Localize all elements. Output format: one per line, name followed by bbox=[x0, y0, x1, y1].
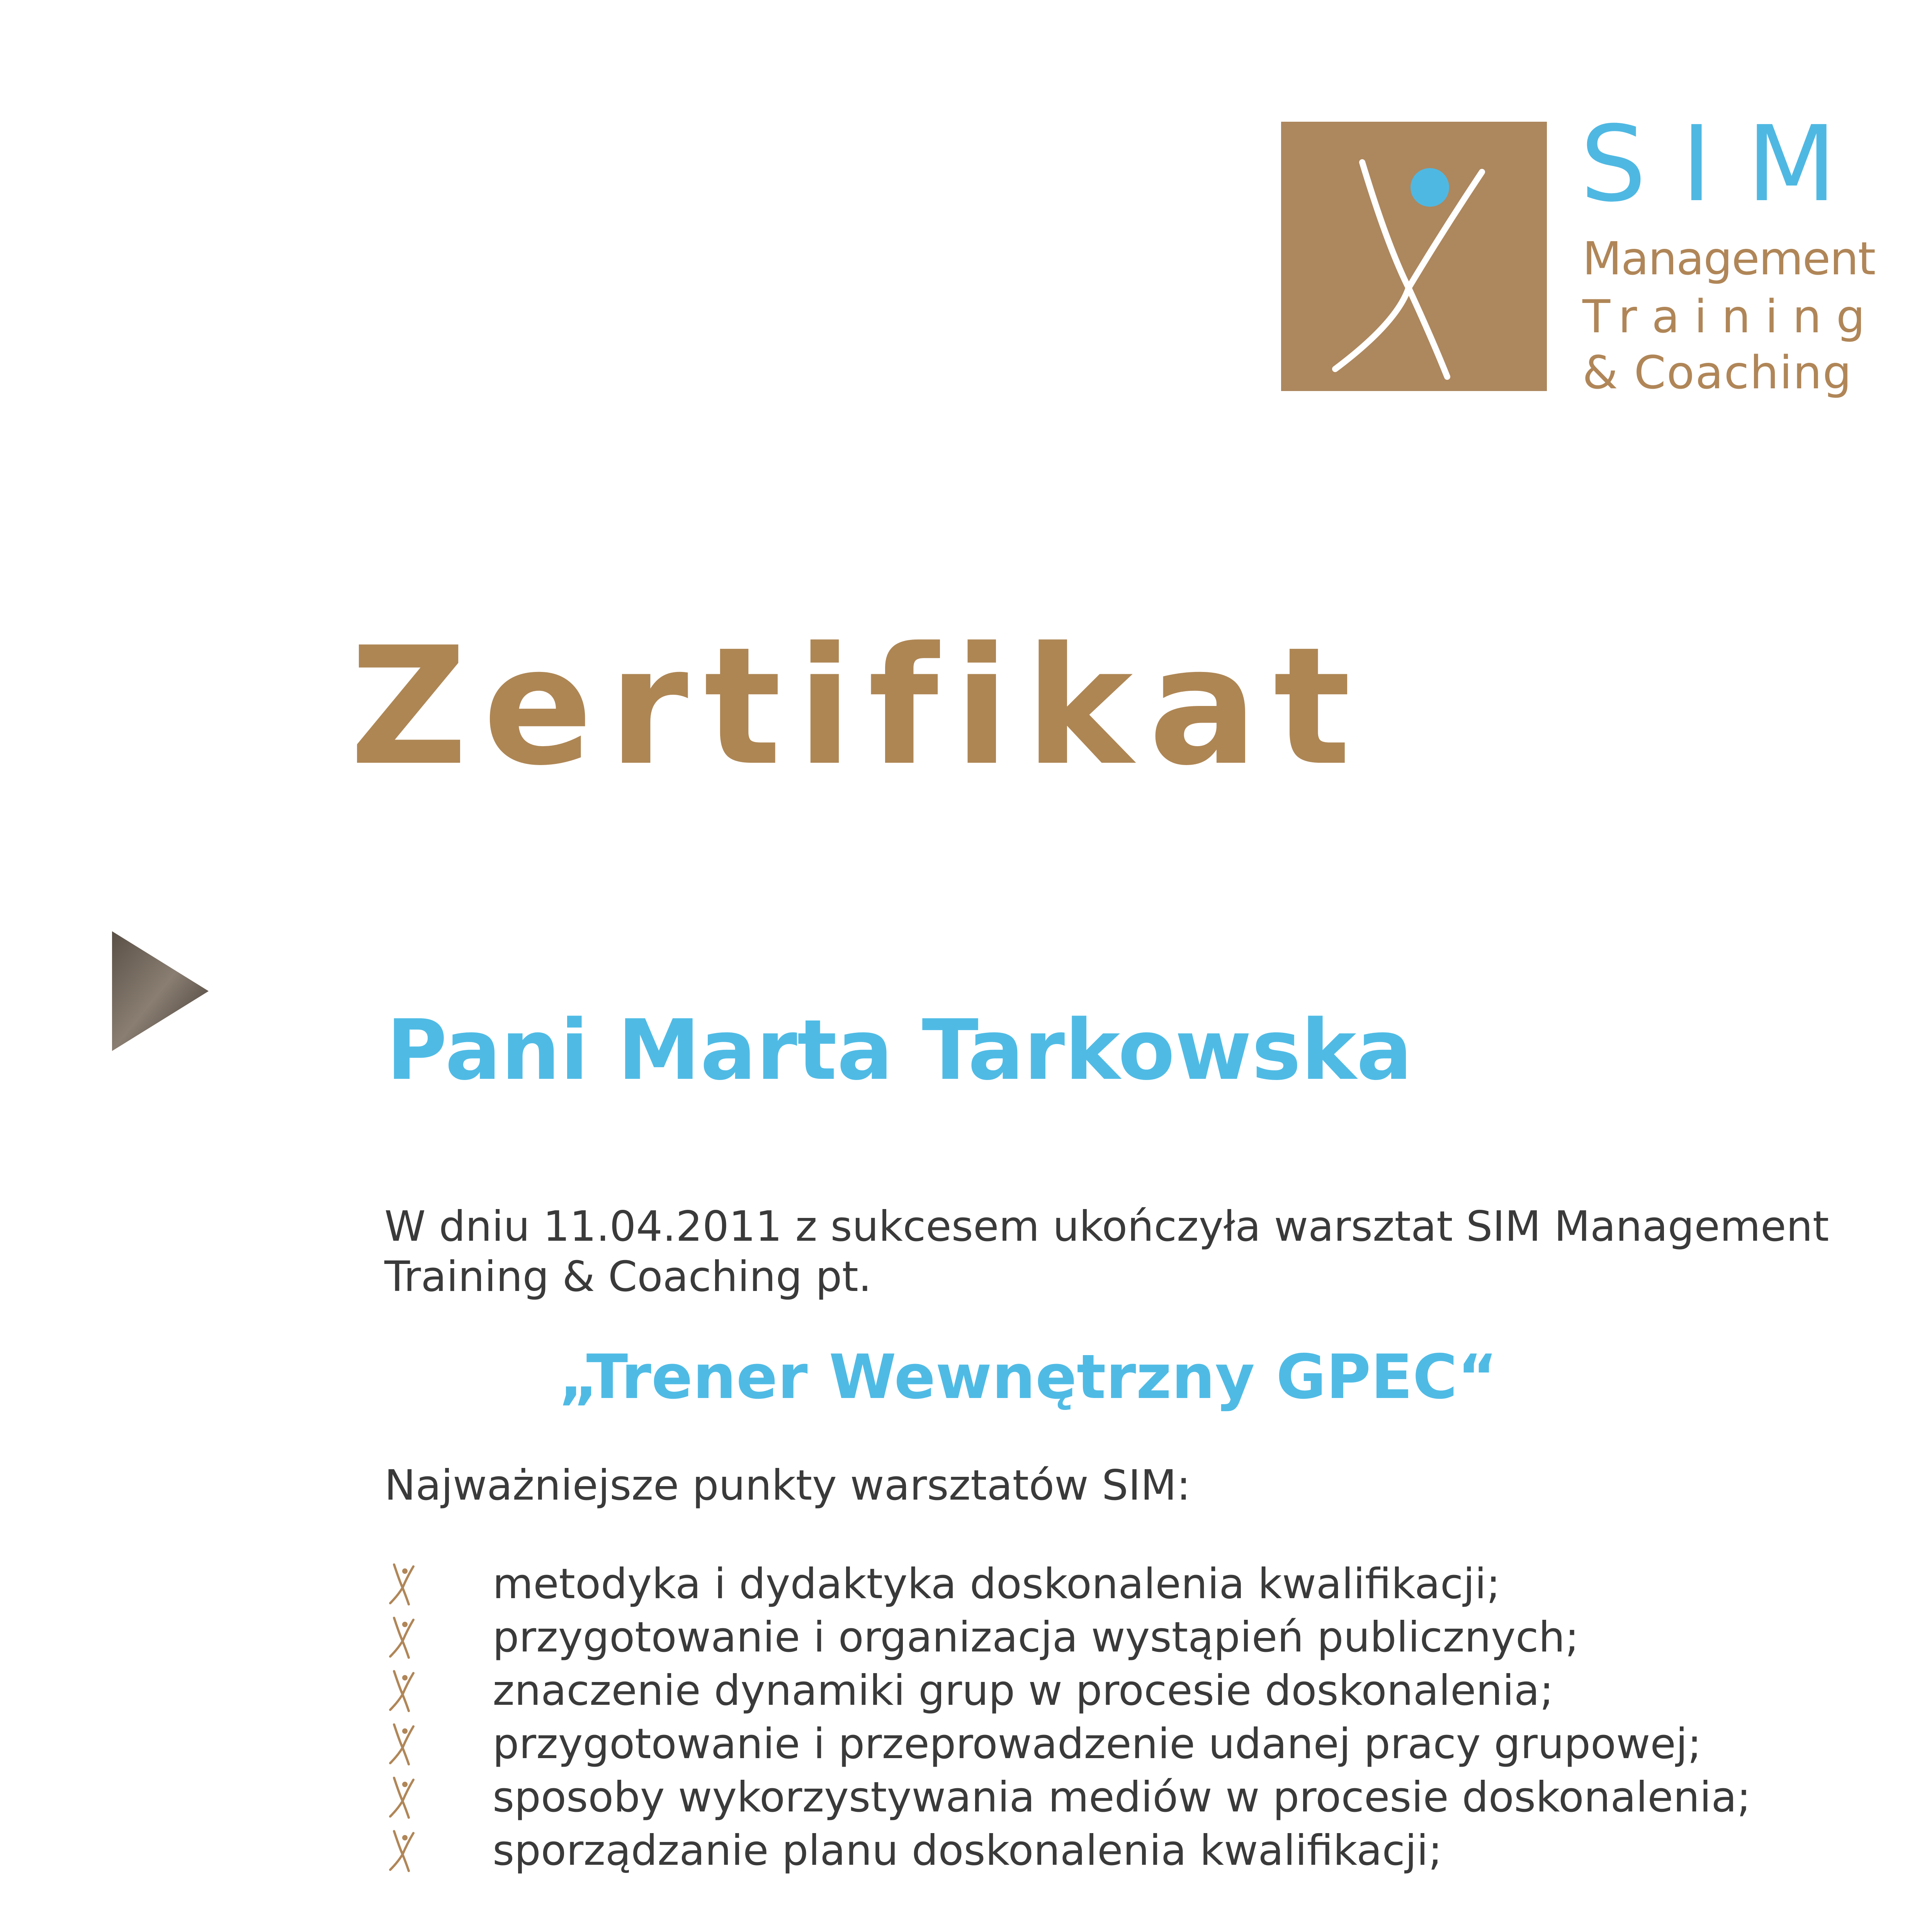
point-text: znaczenie dynamiki grup w procesie doskonalenia; bbox=[493, 1666, 1554, 1715]
triangle-marker-icon bbox=[112, 931, 209, 1051]
list-item bbox=[382, 1611, 1751, 1664]
intro-line-2: Training & Coaching pt. bbox=[384, 1253, 872, 1301]
bullet-figure-icon bbox=[382, 1665, 421, 1716]
recipient-name: Pani Marta Tarkowska bbox=[386, 1002, 1412, 1099]
list-item bbox=[382, 1770, 1751, 1824]
workshop-title bbox=[0, 1342, 1917, 1413]
list-item bbox=[382, 1557, 1751, 1611]
points-heading: Najważniejsze punkty warsztatów SIM: bbox=[384, 1461, 1191, 1510]
bullet-figure-icon bbox=[382, 1612, 421, 1662]
bullet-figure-icon bbox=[382, 1772, 421, 1822]
logo-figure-icon bbox=[1281, 122, 1547, 391]
list-item bbox=[382, 1824, 1751, 1877]
point-text: przygotowanie i organizacja wystąpień publicznych; bbox=[493, 1613, 1579, 1662]
bullet-figure-icon bbox=[382, 1559, 421, 1609]
logo-line-management: Management bbox=[1582, 232, 1875, 285]
intro-line-1: W dniu 11.04.2011 z sukcesem ukończyła warsztat SIM Management bbox=[384, 1202, 1829, 1251]
point-text: metodyka i dydaktyka doskonalenia kwalifikacji; bbox=[493, 1560, 1501, 1608]
workshop-title-text: „Trener Wewnętrzny GPEC“ bbox=[558, 1342, 1498, 1413]
logo-line-training: Training bbox=[1582, 290, 1880, 343]
logo-mark bbox=[1281, 122, 1547, 391]
bullet-figure-icon bbox=[382, 1825, 421, 1876]
logo-brand-text: SIM bbox=[1580, 103, 1871, 225]
point-text: sporządzanie planu doskonalenia kwalifikacji; bbox=[493, 1826, 1443, 1875]
bullet-figure-icon bbox=[382, 1719, 421, 1769]
list-item bbox=[382, 1717, 1751, 1770]
logo-line-coaching: & Coaching bbox=[1582, 346, 1852, 399]
points-list bbox=[382, 1557, 1751, 1877]
certificate-title-text: Zertifikat bbox=[350, 612, 1366, 801]
certificate-title bbox=[0, 612, 1917, 801]
list-item bbox=[382, 1664, 1751, 1717]
point-text: przygotowanie i przeprowadzenie udanej pracy grupowej; bbox=[493, 1719, 1702, 1768]
point-text: sposoby wykorzystywania mediów w procesie doskonalenia; bbox=[493, 1773, 1751, 1821]
